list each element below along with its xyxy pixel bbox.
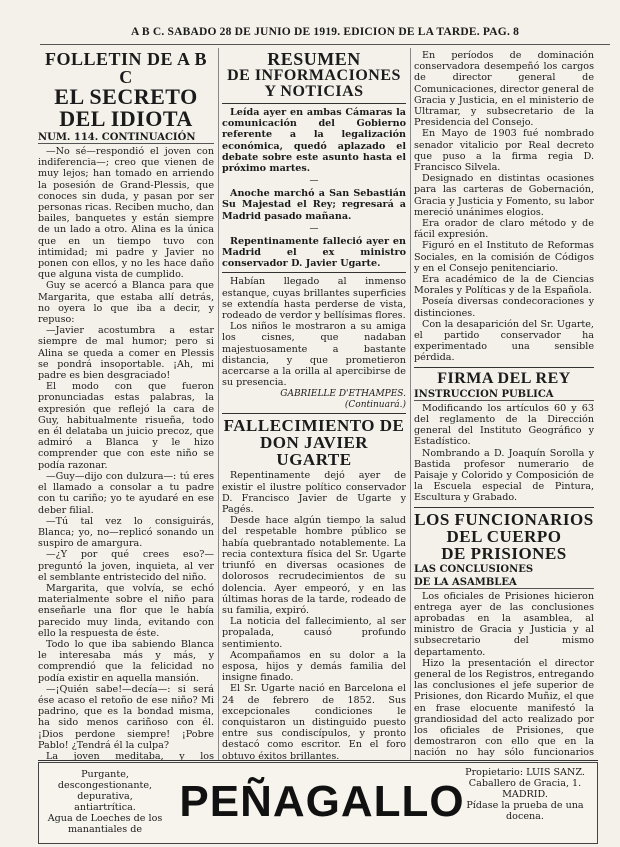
ad-proprietor-line: Caballero de Gracia, 1. <box>468 778 582 789</box>
news-brief: Repentinamente falleció ayer en Madrid el ex ministro conservador D. Javier Ugarte. <box>222 235 406 270</box>
folletin-paragraph: —No sé—respondió el joven con indiferencia—; creo que vienen de muy lejos; han tomado en arriendo la posesión de Grand-Plessis, que conoces sin duda, y pasan por ser personas ricas. Reciben mucho, dan bailes, banquetes y están siempre de un lado a otro. Alina es la única que en un tiempo tuvo con intimidad; mi padre y Javier no ponen con ellos, y no les hace daño que alguna vista de cumplido. <box>38 146 214 281</box>
firma-rey-subheading: INSTRUCCION PUBLICA <box>414 389 594 401</box>
ad-proprietor-line: Pídase la prueba de una docena. <box>466 800 584 822</box>
firma-rey-headline: FIRMA DEL REY <box>437 369 571 387</box>
divider: — <box>309 223 319 234</box>
resumen-headline-2: DE INFORMACIONES <box>227 67 401 84</box>
divider <box>222 272 406 273</box>
obituary-headline-2: DON JAVIER UGARTE <box>259 433 369 470</box>
author-signature: GABRIELLE D'ETHAMPES. <box>280 389 406 400</box>
advertisement-penagallo <box>38 762 598 844</box>
prisiones-headline-1: LOS FUNCIONARIOS <box>414 509 594 529</box>
prisiones-headline-2: DEL CUERPO <box>446 526 562 546</box>
news-brief: Leída ayer en ambas Cámaras la comunicación del Gobierno referente a la legalización económica, quedó aplazado el debate sobre este asunto hasta el próximo martes. <box>222 107 406 175</box>
ad-proprietor-line: MADRID. <box>502 789 548 800</box>
column-folletin <box>38 50 214 760</box>
obituary-paragraph: Era orador de claro método y de fácil expresión. <box>414 218 594 241</box>
folletin-subheading: NUM. 114. CONTINUACIÓN <box>38 132 214 144</box>
column-divider <box>410 48 411 760</box>
obituary-paragraph: Designado en distintas ocasiones para las carteras de Gobernación, Gracia y Justicia y Fomento, su labor mereció unánimes elogios. <box>414 173 594 218</box>
firma-rey-paragraph: Modificando los artículos 60 y 63 del reglamento de la Dirección general del Instituto Geográfico y Estadístico. <box>414 402 594 448</box>
obituary-paragraph: Era académico de la de Ciencias Morales y Políticas y de la Española. <box>414 274 594 297</box>
folletin-headline-3: DEL IDIOTA <box>59 106 193 131</box>
folletin-paragraph: Guy se acercó a Blanca para que Margarita, que estaba allí detrás, no oyera lo que iba a decir, y repuso: <box>38 280 214 326</box>
obituary-paragraph: En períodos de dominación conservadora desempeñó los cargos de director general de Comunicaciones, director general de Gracia y Justicia, en el ministerio de Ultramar, y subsecretario de la Presidencia del Consejo. <box>414 50 594 129</box>
obituary-paragraph: Con la desaparición del Sr. Ugarte, el partido conservador ha experimentado una sensible pérdida. <box>414 318 594 364</box>
firma-rey-paragraph: Nombrando a D. Joaquín Sorolla y Bastida profesor numerario de Paisaje y Colorido y Composición de la Escuela especial de Pintura, Escultura y Grabado. <box>414 447 594 504</box>
column-resumen <box>222 50 406 760</box>
prisiones-subheading-2: DE LA ASAMBLEA <box>414 577 594 589</box>
obituary-paragraph: Repentinamente dejó ayer de existir el ilustre político conservador D. Francisco Javier de Ugarte y Pagés. <box>222 470 406 516</box>
folletin-paragraph: —Tú tal vez lo consiguirás, Blanca; yo, no—replicó sonando un suspiro de amargura. <box>38 515 214 550</box>
folletin-paragraph: —¡Quién sabe!—decía—: si será ése acaso el retoño de ese niño? Mi padrino, que es la bondad misma, ha sido menos cariñoso con él. ¡Dios perdone siempre! ¡Pobre Pablo! ¿Tendrá él la culpa? <box>38 683 214 751</box>
column-divider <box>218 48 219 760</box>
resumen-headline-1: RESUMEN <box>267 50 361 69</box>
prisiones-subheading-1: LAS CONCLUSIONES <box>414 563 534 575</box>
ad-proprietor-line: Propietario: LUIS SANZ. <box>465 767 585 778</box>
folletin-headline-2: EL SECRETO <box>54 84 198 109</box>
divider <box>222 103 406 104</box>
divider <box>414 367 594 368</box>
divider: — <box>309 176 319 187</box>
folletin-continuation: Habían llegado al inmenso estanque, cuyas brillantes superficies se extendía hasta perderse de vista, rodeado de verdor y bellísimas flores. <box>222 276 406 322</box>
page-header: A B C. SABADO 28 DE JUNIO DE 1919. EDICION DE LA TARDE. PAG. 8 <box>40 26 610 45</box>
divider <box>222 413 406 414</box>
ad-brand-name: PEÑAGALLO <box>179 777 465 826</box>
divider <box>38 760 598 761</box>
obituary-paragraph: Acompañamos en su dolor a la esposa, hijos y demás familia del insigne finado. <box>222 649 406 684</box>
prisiones-paragraph: Los oficiales de Prisiones hicieron entrega ayer de las conclusiones aprobadas en la asamblea, al ministro de Gracia y Justicia y al subsecretario del mismo departamento. <box>414 590 594 658</box>
obituary-paragraph: Poseía diversas condecoraciones y distinciones. <box>414 296 594 319</box>
news-brief: Anoche marchó a San Sebastián Su Majestad el Rey; regresará a Madrid pasado mañana. <box>222 188 406 222</box>
obituary-paragraph: La noticia del fallecimiento, al ser propalada, causó profundo sentimiento. <box>222 616 406 650</box>
resumen-headline-3: Y NOTICIAS <box>264 83 364 100</box>
folletin-paragraph: —¿Y por qué crees eso?—preguntó la joven, inquieta, al ver el semblante entristecido del niño. <box>38 549 214 583</box>
ad-description-line: Agua de Loeches de los manantiales de <box>47 813 163 835</box>
folletin-headline-1: FOLLETIN DE A B C <box>44 50 208 87</box>
folletin-paragraph: La joven meditaba, y los <box>46 750 214 760</box>
obituary-paragraph: En Mayo de 1903 fué nombrado senador vitalicio por Real decreto que puso a la firma regia D. Francisco Silvela. <box>414 128 594 174</box>
ad-proprietor <box>459 767 591 822</box>
continuation-note: (Continuará.) <box>344 400 406 411</box>
column-right <box>414 50 594 760</box>
prisiones-paragraph: Hizo la presentación el director general de los Registros, entregando las conclusiones el jefe superior de Prisiones, don Ricardo Muñiz, el que en frase elocuente manifestó la grandiosidad del acto realizado por los oficiales de Prisiones, que demostraron con ello que en la nación no hay sólo funcionarios <box>414 657 594 759</box>
folletin-paragraph: El modo con que fueron pronunciadas estas palabras, la expresión que reflejó la cara de Guy, habitualmente risueña, todo en él delataba un juicio precoz, que admiró a Blanca y le hizo comprender que con este niño se podía razonar. <box>38 381 214 471</box>
obituary-paragraph: Desde hace algún tiempo la salud del respetable hombre público se había quebrantado notablemente. La recia contextura física del Sr. Ugarte triunfó en diversas ocasiones de dolorosos recrudecimientos de su dolencia. Ayer empeoró, y en las últimas horas de la tarde, rodeado de su familia, expiró. <box>222 515 406 616</box>
divider <box>414 507 594 508</box>
ad-description <box>45 769 165 835</box>
obituary-headline-1: FALLECIMIENTO DE <box>223 416 405 436</box>
ad-description-line: Purgante, descongestionante, depurativa, antiartrítica. <box>57 769 153 813</box>
folletin-continuation: Los niños le mostraron a su amiga los cisnes, que nadaban majestuosamente a bastante distancia, y que prometieron acercarse a la orilla al apercibirse de su presencia. <box>222 321 406 389</box>
folletin-paragraph: Margarita, que volvía, se echó materialmente sobre el niño para enseñarle una flor que le había parecido muy linda, evitando con ello la respuesta de éste. <box>38 582 214 639</box>
folletin-paragraph: —Javier acostumbra a estar siempre de mal humor; pero si Alina se queda a comer en Plessis se pondrá insoportable. ¡Ah, mi padre es bien desgraciado! <box>38 325 214 382</box>
obituary-paragraph: Figuró en el Instituto de Reformas Sociales, en la comisión de Códigos y en el Consejo penitenciario. <box>414 240 594 274</box>
obituary-paragraph: El Sr. Ugarte nació en Barcelona el 24 de febrero de 1852. Sus excepcionales condiciones le conquistaron un distinguido puesto entre sus condiscípulos, y pronto destacó como escritor. En el foro obtuvo éxitos brillantes. <box>222 683 406 760</box>
prisiones-headline-3: DE PRISIONES <box>441 543 567 563</box>
folletin-paragraph: —Guy—dijo con dulzura—: tú eres el llamado a consolar a tu padre con tu cariño; yo te ayudaré en ese deber filial. <box>38 470 214 516</box>
folletin-paragraph: Todo lo que iba sabiendo Blanca le interesaba más y más, y comprendió que la felicidad no podía existir en aquella mansión. <box>38 638 214 684</box>
